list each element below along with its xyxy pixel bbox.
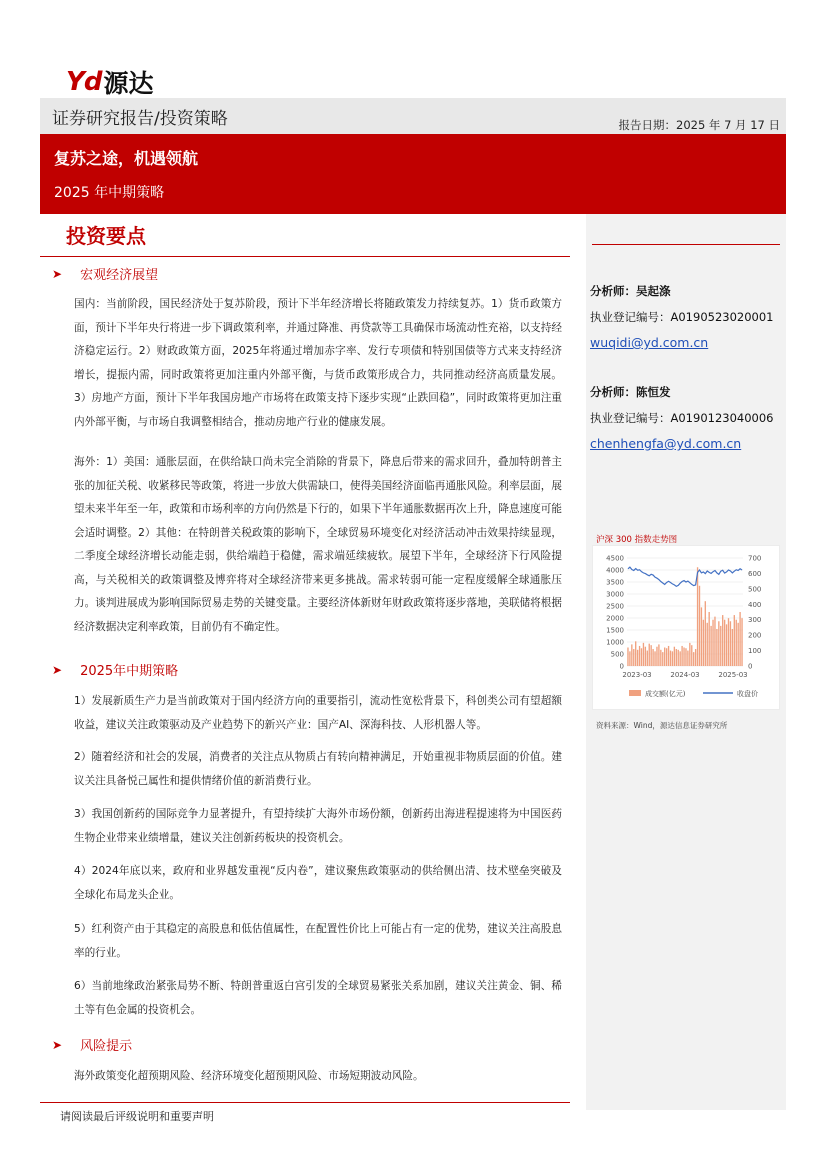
- volume-bar: [726, 624, 727, 666]
- volume-bar: [668, 646, 669, 666]
- volume-bar: [739, 612, 740, 666]
- volume-bar: [720, 626, 721, 666]
- logo-name: 源达: [103, 69, 154, 98]
- volume-bar: [637, 650, 638, 666]
- y-right-tick-label: 400: [748, 600, 762, 609]
- strategy-item: 1）发展新质生产力是当前政策对于国内经济方向的重要指引，流动性宽松背景下，科创类公司有望超额收益，建议关注政策驱动及产业趋势下的新兴产业：国产AI、深海科技、人形机器人等。: [74, 695, 562, 731]
- volume-bar: [734, 615, 735, 666]
- volume-bar: [631, 644, 632, 666]
- paragraph-overseas: 海外：1）美国：通胀层面，在供给缺口尚未完全消除的背景下，降息后带来的需求回升，叠加特朗普主张的加征关税、收紧移民等政策，将进一步放大供需缺口，使得美国经济面临再通胀风险。利率层面，展望未来半年至一年，政策和市场利率的方向仍然是下行的，如果下半年通胀数据再次上升，降息速度可能会适时调整。2）其他：在特朗普关税政策的影响下，全球贸易环境变化对经济活动冲击效果持续显现，二季度全球经济增长动能走弱，供给端趋于稳健，需求端延续疲软。展望下半年，全球经济下行风险提高，与关税相关的政策调整及博弈将对全球经济带来更多挑战。需求转弱可能一定程度缓解全球通胀压力。谈判进展成为影响国际贸易走势的关键变量。主要经济体新财年财政政策将逐步落地，美联储将根据经济数据决定利率政策，目前仍有不确定性。: [74, 456, 562, 633]
- volume-bar: [672, 651, 673, 666]
- volume-bar: [728, 618, 729, 666]
- y-right-tick-label: 700: [748, 554, 762, 563]
- volume-bar: [705, 601, 706, 666]
- volume-bar: [693, 652, 694, 666]
- legend-bar-swatch: [629, 690, 641, 696]
- y-right-tick-label: 300: [748, 616, 762, 625]
- footer-divider: [40, 1102, 570, 1103]
- subsection-title: 风险提示: [80, 1039, 133, 1054]
- y-left-tick-label: 1000: [606, 638, 624, 647]
- volume-bar: [656, 647, 657, 666]
- arrow-bullet-icon: ➤: [52, 266, 63, 281]
- volume-bar: [691, 645, 692, 666]
- heading-divider: [40, 256, 570, 257]
- report-title: 复苏之途，机遇领航: [54, 149, 199, 168]
- y-left-tick-label: 2000: [606, 614, 624, 623]
- volume-bar: [695, 649, 696, 666]
- volume-bar: [658, 644, 659, 666]
- y-right-tick-label: 600: [748, 569, 762, 578]
- chart-title: 沪深 300 指数走势图: [596, 535, 678, 545]
- volume-bar: [660, 650, 661, 666]
- footer-note: 请阅读最后评级说明和重要声明: [60, 1110, 214, 1123]
- report-type: 证券研究报告/投资策略: [52, 109, 228, 129]
- y-left-tick-label: 1500: [606, 626, 624, 635]
- volume-bar: [710, 626, 711, 666]
- volume-bar: [722, 615, 723, 666]
- strategy-item: 2）随着经济和社会的发展，消费者的关注点从物质占有转向精神满足，开始重视非物质层面的价值。建议关注具备悦己属性和提供情绪价值的新消费行业。: [74, 751, 562, 787]
- analyst-email-link[interactable]: wuqidi@yd.com.cn: [590, 335, 709, 350]
- volume-bar: [712, 620, 713, 666]
- analyst-name: 分析师：陈恒发: [590, 385, 671, 399]
- legend-label: 成交额(亿元): [645, 690, 686, 698]
- subsection-heading-risk: [52, 1035, 132, 1054]
- y-right-tick-label: 200: [748, 631, 762, 640]
- strategy-item: 6）当前地缘政治紧张局势不断、特朗普重返白宫引发的全球贸易紧张关系加剧，建议关注黄金、铜、稀土等有色金属的投资机会。: [74, 980, 562, 1016]
- risk-text: 海外政策变化超预期风险、经济环境变化超预期风险、市场短期波动风险。: [74, 1070, 424, 1082]
- index-chart: [592, 545, 780, 710]
- volume-bar: [683, 647, 684, 666]
- volume-bar: [670, 651, 671, 666]
- subsection-title: 宏观经济展望: [80, 268, 159, 283]
- analyst-card: [590, 281, 773, 353]
- volume-bar: [639, 646, 640, 666]
- y-right-tick-label: 100: [748, 647, 762, 656]
- volume-bar: [699, 586, 700, 666]
- subsection-heading-strategy: [52, 660, 178, 679]
- volume-bar: [678, 650, 679, 666]
- y-left-tick-label: 4500: [606, 554, 624, 563]
- volume-bar: [664, 647, 665, 666]
- volume-bar: [645, 647, 646, 666]
- brand-logo: [66, 64, 153, 100]
- subsection-title: 2025年中期策略: [80, 664, 179, 679]
- volume-bar: [662, 652, 663, 666]
- volume-bar: [716, 629, 717, 666]
- legend-label: 收盘价: [737, 690, 758, 698]
- paragraph-domestic: 国内：当前阶段，国民经济处于复苏阶段，预计下半年经济增长将随政策发力持续复苏。1）货币政策方面，预计下半年央行将进一步下调政策利率，并通过降准、再贷款等工具确保市场流动性充裕，以支持经济稳定运行。2）财政政策方面，2025年将通过增加赤字率、发行专项债和特别国债等方式来支持经济增长，提振内需，同时政策将更加注重内外部平衡，与货币政策形成合力，共同推动经济高质量发展。3）房地产方面，预计下半年我国房地产市场将在政策支持下逐步实现“止跌回稳”，同时政策将更加注重内外部平衡，与市场自我调整相结合，推动房地产行业的健康发展。: [74, 298, 562, 428]
- volume-bar: [732, 629, 733, 666]
- report-subtitle: 2025 年中期策略: [54, 185, 165, 201]
- volume-bar: [730, 621, 731, 666]
- volume-bar: [647, 651, 648, 666]
- volume-bar: [707, 623, 708, 666]
- logo-mark: Yd: [66, 67, 102, 97]
- volume-bar: [627, 647, 628, 666]
- volume-bar: [629, 651, 630, 666]
- y-left-tick-label: 4000: [606, 566, 624, 575]
- volume-bar: [718, 621, 719, 666]
- y-left-tick-label: 0: [619, 662, 624, 671]
- volume-bar: [697, 567, 698, 666]
- volume-bar: [674, 647, 675, 666]
- analyst-registration: 执业登记编号：A0190123040006: [590, 411, 774, 425]
- volume-bar: [687, 651, 688, 666]
- y-left-tick-label: 2500: [606, 602, 624, 611]
- volume-bar: [689, 643, 690, 666]
- volume-bar: [736, 620, 737, 666]
- analyst-name: 分析师：吴起涤: [590, 284, 671, 298]
- y-left-tick-label: 500: [610, 650, 624, 659]
- analyst-email-link[interactable]: chenhengfa@yd.com.cn: [590, 436, 742, 451]
- analyst-card: [590, 382, 773, 454]
- strategy-item: 4）2024年底以来，政府和业界越发重视“反内卷”，建议聚焦政策驱动的供给侧出清、技术壁垒突破及全球化布局龙头企业。: [74, 865, 562, 901]
- subsection-heading-macro: [52, 264, 158, 283]
- volume-bar: [649, 644, 650, 666]
- x-tick-label: 2024-03: [670, 671, 700, 679]
- y-right-tick-label: 0: [748, 662, 753, 671]
- volume-bar: [737, 623, 738, 666]
- volume-bar: [666, 648, 667, 666]
- volume-bar: [681, 646, 682, 666]
- volume-bar: [701, 607, 702, 666]
- y-right-tick-label: 500: [748, 585, 762, 594]
- strategy-item: 3）我国创新药的国际竞争力显著提升，有望持续扩大海外市场份额，创新药出海进程提速将为中国医药生物企业带来业绩增量，建议关注创新药板块的投资机会。: [74, 808, 562, 844]
- arrow-bullet-icon: ➤: [52, 662, 63, 677]
- volume-bar: [643, 643, 644, 666]
- volume-bar: [635, 641, 636, 666]
- arrow-bullet-icon: ➤: [52, 1037, 63, 1052]
- analyst-registration: 执业登记编号：A0190523020001: [590, 310, 774, 324]
- y-left-tick-label: 3500: [606, 578, 624, 587]
- sidebar-divider: [592, 244, 780, 245]
- volume-bar: [654, 651, 655, 666]
- volume-bar: [685, 648, 686, 666]
- volume-bar: [652, 649, 653, 666]
- volume-bar: [641, 648, 642, 666]
- volume-bar: [724, 620, 725, 666]
- y-left-tick-label: 3000: [606, 590, 624, 599]
- chart-svg: [593, 546, 781, 711]
- report-date: 报告日期：2025 年 7 月 17 日: [618, 118, 780, 132]
- chart-source: 资料来源：Wind，源达信息证券研究所: [596, 721, 728, 730]
- volume-bar: [708, 612, 709, 666]
- volume-bar: [679, 651, 680, 666]
- section-heading: 投资要点: [66, 224, 146, 248]
- volume-bar: [650, 645, 651, 666]
- volume-bar: [633, 649, 634, 666]
- x-tick-label: 2023-03: [622, 671, 652, 679]
- volume-bar: [703, 620, 704, 666]
- volume-bar: [741, 618, 742, 666]
- volume-bar: [676, 649, 677, 666]
- volume-bar: [714, 617, 715, 666]
- x-tick-label: 2025-03: [718, 671, 748, 679]
- strategy-item: 5）红利资产由于其稳定的高股息和低估值属性，在配置性价比上可能占有一定的优势，建议关注高股息率的行业。: [74, 923, 562, 959]
